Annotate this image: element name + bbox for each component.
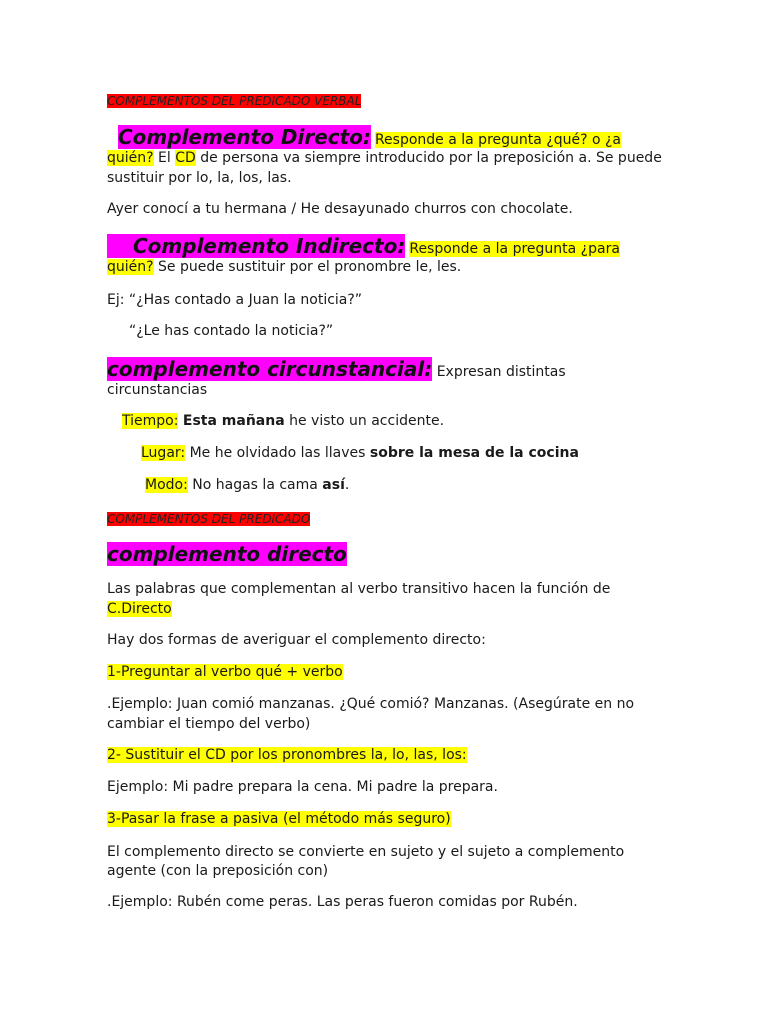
cc-heading-line: complemento circunstancial: Expresan distintas — [107, 357, 566, 381]
method-3: 3-Pasar la frase a pasiva (el método más seguro) — [107, 811, 451, 827]
cd-example: Ayer conocí a tu hermana / He desayunado churros con chocolate. — [107, 201, 573, 217]
ci-line-2: quién? Se puede sustituir por el pronombre le, les. — [107, 259, 462, 275]
para-3a: El complemento directo se convierte en sujeto y el sujeto a complemento — [107, 844, 625, 860]
method-2: 2- Sustituir el CD por los pronombres la, lo, las, los: — [107, 747, 467, 763]
ci-heading: Complemento Indirecto: — [107, 234, 405, 258]
method-1: 1-Preguntar al verbo qué + verbo — [107, 664, 343, 680]
cd-line-2: quién? El CD de persona va siempre introducido por la preposición a. Se puede — [107, 150, 662, 166]
example-3: .Ejemplo: Rubén come peras. Las peras fueron comidas por Rubén. — [107, 894, 578, 910]
cd-abbrev: CD — [175, 150, 196, 166]
example-2: Ejemplo: Mi padre prepara la cena. Mi padre la prepara. — [107, 779, 498, 795]
cc-desc-2: circunstancias — [107, 382, 208, 398]
cd2-heading: complemento directo — [107, 542, 347, 566]
cc-heading: complemento circunstancial: — [107, 357, 433, 381]
cd-line-3: sustituir por lo, la, los, las. — [107, 170, 292, 186]
example-1b: cambiar el tiempo del verbo) — [107, 716, 311, 732]
para-3b: agente (con la preposición con) — [107, 863, 329, 879]
lugar-label: Lugar: — [141, 445, 186, 461]
modo-label: Modo: — [145, 477, 188, 493]
ci-example-2: “¿Le has contado la noticia?” — [129, 323, 334, 339]
ci-example-1: Ej: “¿Has contado a Juan la noticia?” — [107, 292, 363, 308]
para-1b: C.Directo — [107, 601, 172, 617]
para-1a: Las palabras que complementan al verbo transitivo hacen la función de — [107, 581, 611, 597]
para-2: Hay dos formas de averiguar el complemento directo: — [107, 632, 486, 648]
cc-modo: Modo: No hagas la cama así. — [145, 477, 350, 493]
example-1a: .Ejemplo: Juan comió manzanas. ¿Qué comió? Manzanas. (Asegúrate en no — [107, 696, 635, 712]
tiempo-label: Tiempo: — [122, 413, 179, 429]
section-title-verbal: COMPLEMENTOS DEL PREDICADO VERBAL — [107, 94, 362, 108]
cd2-heading-line — [107, 541, 347, 570]
cd-question: Responde a la pregunta ¿qué? o ¿a — [374, 132, 621, 148]
section-title-predicado: COMPLEMENTOS DEL PREDICADO — [107, 512, 311, 526]
cc-lugar: Lugar: Me he olvidado las llaves sobre la mesa de la cocina — [141, 445, 579, 461]
cc-tiempo: Tiempo: Esta mañana he visto un accidente. — [122, 413, 445, 429]
cd-heading: Complemento Directo: — [118, 125, 371, 149]
ci-question: Responde a la pregunta ¿para — [409, 241, 620, 257]
